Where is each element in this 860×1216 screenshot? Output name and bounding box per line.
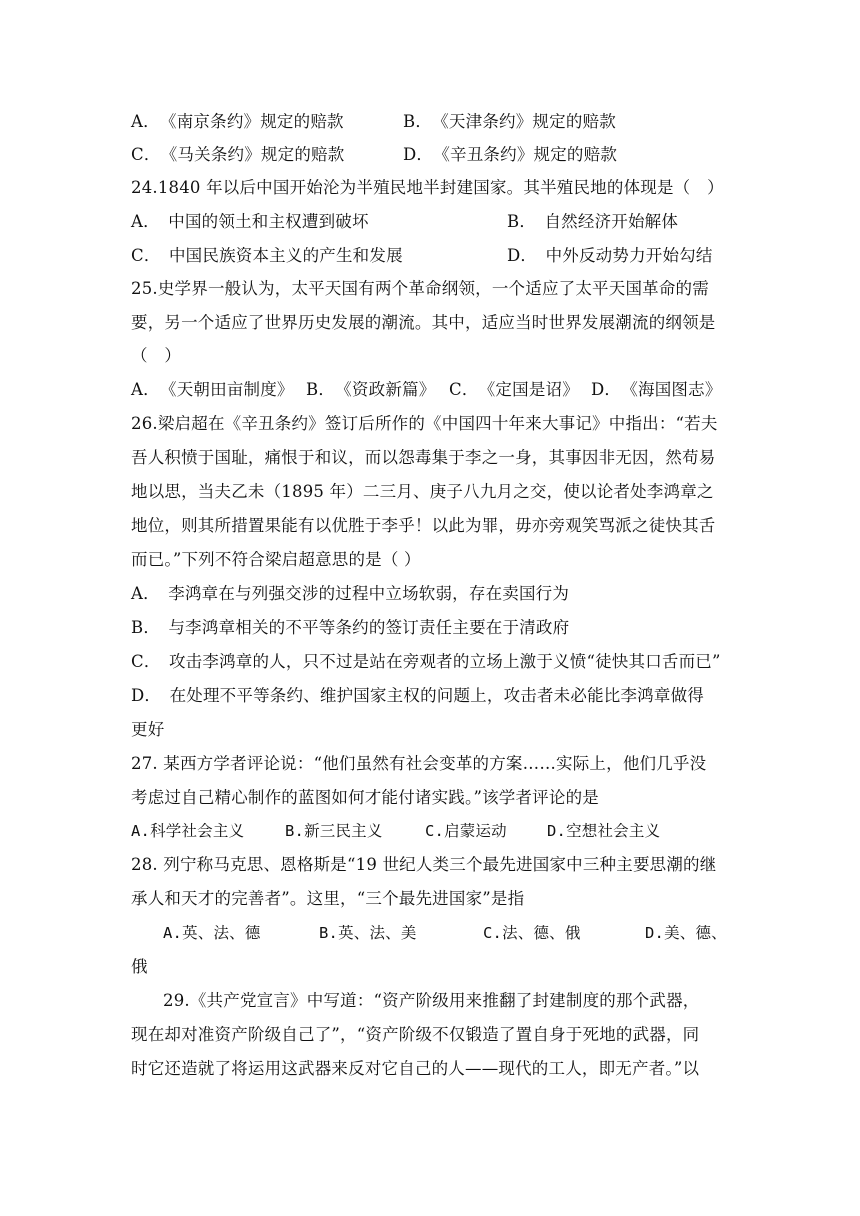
q26-option-d-line1: D． 在处理不平等条约、维护国家主权的问题上，攻击者未必能比李鸿章做得: [131, 686, 704, 705]
q24-stem: 24.1840 年以后中国开始沦为半殖民地半封建国家。其半殖民地的体现是（ ）: [131, 178, 724, 197]
q29-stem-line3: 时它还造就了将运用这武器来反对它自己的人——现代的工人，即无产者。”以: [131, 1059, 700, 1078]
q24-option-b: B． 自然经济开始解体: [507, 212, 679, 231]
q25-stem-line2: 要，另一个适应了世界历史发展的潮流。其中，适应当时世界发展潮流的纲领是: [131, 313, 716, 332]
q25-stem-line3: （ ）: [131, 346, 182, 365]
q23-option-d: D． 《辛丑条约》规定的赔款: [403, 145, 618, 164]
q23-option-b: B． 《天津条约》规定的赔款: [403, 112, 616, 131]
q27-stem-line2: 考虑过自己精心制作的蓝图如何才能付诸实践。”该学者评论的是: [131, 788, 599, 807]
q29-stem-line2: 现在却对准资产阶级自己了”，“资产阶级不仅锻造了置自身于死地的武器，同: [131, 1025, 700, 1044]
q26-stem-line4: 地位，则其所措置果能有以优胜于李乎！以此为罪，毋亦旁观笑骂派之徒快其舌: [131, 516, 716, 535]
q28-option-d-wrap: 俄: [131, 957, 148, 976]
q26-option-a: A． 李鸿章在与列强交涉的过程中立场软弱，存在卖国行为: [131, 584, 570, 603]
q25-option-c: C． 《定国是诏》: [449, 380, 579, 399]
q26-stem-line3: 地以思，当夫乙未（1895 年）二三月、庚子八九月之交，使以论者处李鸿章之: [131, 482, 714, 501]
q28-stem-line1: 28. 列宁称马克思、恩格斯是“19 世纪人类三个最先进国家中三种主要思潮的继: [131, 855, 717, 874]
q27-option-b: B.新三民主义: [285, 822, 383, 840]
q27-stem-line1: 27. 某西方学者评论说：“他们虽然有社会变革的方案……实际上，他们几乎没: [131, 754, 707, 773]
q27-option-a: A.科学社会主义: [131, 822, 245, 840]
q23-option-c: C． 《马关条约》规定的赔款: [131, 145, 345, 164]
q26-option-c: C． 攻击李鸿章的人，只不过是站在旁观者的立场上激于义愤“徒快其口舌而已”: [131, 652, 721, 671]
q28-option-b: B.英、法、美: [319, 924, 417, 942]
q25-option-a: A． 《天朝田亩制度》: [131, 380, 294, 399]
q27-option-c: C.启蒙运动: [425, 822, 507, 840]
q24-option-c: C． 中国民族资本主义的产生和发展: [131, 246, 403, 265]
q28-option-c: C.法、德、俄: [483, 924, 581, 942]
q29-stem-line1: 29.《共产党宣言》中写道：“资产阶级用来推翻了封建制度的那个武器，: [163, 991, 700, 1010]
q27-option-d: D.空想社会主义: [547, 822, 661, 840]
q25-stem-line1: 25.史学界一般认为，太平天国有两个革命纲领，一个适应了太平天国革命的需: [131, 279, 709, 298]
q28-option-a: A.英、法、德: [163, 924, 261, 942]
q26-stem-line2: 吾人积愤于国耻，痛恨于和议，而以怨毒集于李之一身，其事因非无因，然苟易: [131, 448, 716, 467]
q23-option-a: A． 《南京条约》规定的赔款: [131, 112, 344, 131]
q24-option-d: D． 中外反动势力开始勾结: [507, 246, 713, 265]
q26-stem-line5: 而已。”下列不符合梁启超意思的是（ ）: [131, 550, 421, 569]
q28-stem-line2: 承人和天才的完善者”。这里，“三个最先进国家”是指: [131, 889, 525, 908]
q26-option-d-line2: 更好: [131, 720, 165, 739]
q26-option-b: B． 与李鸿章相关的不平等条约的签订责任主要在于清政府: [131, 618, 570, 637]
q28-option-d: D.美、德、: [645, 924, 727, 942]
q26-stem-line1: 26.梁启超在《辛丑条约》签订后所作的《中国四十年来大事记》中指出：“若夫: [131, 414, 718, 433]
q25-option-d: D． 《海国图志》: [591, 380, 722, 399]
q25-option-b: B． 《资政新篇》: [306, 380, 436, 399]
q24-option-a: A． 中国的领土和主权遭到破坏: [131, 212, 369, 231]
